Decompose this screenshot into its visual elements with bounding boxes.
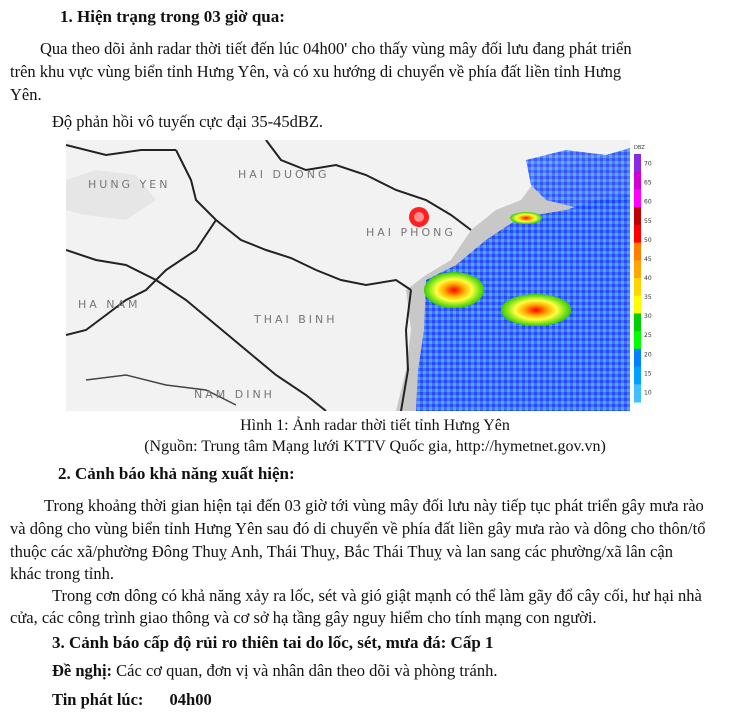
scale-color-segment: [634, 349, 641, 367]
scale-color-segment: [634, 189, 641, 207]
radar-station-center: [414, 212, 424, 222]
section3-heading: 3. Cảnh báo cấp độ rủi ro thiên tai do lốc, sét, mưa đá: Cấp 1: [52, 633, 494, 652]
section2-heading: 2. Cảnh báo khả năng xuất hiện:: [58, 464, 295, 483]
issued-label: Tin phát lúc:: [52, 690, 144, 709]
recommendation-label: Đề nghị:: [52, 661, 113, 680]
scale-tick-label: 35: [644, 294, 652, 302]
scale-tick-label: 40: [644, 275, 652, 282]
label-ha-nam: HA NAM: [78, 298, 141, 311]
scale-color-segment: [634, 207, 641, 225]
label-hai-phong: HAI PHONG: [366, 226, 456, 239]
figure-source: (Nguồn: Trung tâm Mạng lưới KTTV Quốc gia, http://hymetnet.gov.vn): [144, 438, 606, 455]
label-nam-dinh: NAM DINH: [194, 388, 275, 401]
scale-color-segment: [634, 296, 641, 314]
section1-heading: 1. Hiện trạng trong 03 giờ qua:: [60, 7, 285, 26]
scale-color-segment: [634, 172, 641, 190]
scale-tick-label: 65: [644, 179, 652, 187]
scale-color-segment: [634, 367, 641, 385]
scale-tick-label: 20: [644, 351, 652, 359]
figure-caption: Hình 1: Ảnh radar thời tiết tỉnh Hưng Yên: [240, 417, 510, 434]
scale-tick-label: 15: [644, 370, 652, 378]
section1-para2: Độ phản hồi vô tuyến cực đại 35-45dBZ.: [52, 112, 324, 131]
section1-para1-line1: Qua theo dõi ảnh radar thời tiết đến lúc 04h00' cho thấy vùng mây đối lưu đang phát triển: [40, 39, 632, 58]
scale-color-segment: [634, 331, 641, 349]
scale-tick-label: 30: [644, 313, 652, 321]
scale-tick-label: 25: [644, 332, 652, 340]
storm-cell-3: [510, 212, 542, 224]
scale-color-segment: [634, 243, 641, 261]
section2-para2-line2: cửa, các công trình giao thông và cơ sở hạ tầng gây nguy hiểm cho tính mạng con người.: [10, 608, 597, 627]
section2-para1-line2: và dông cho vùng biển tỉnh Hưng Yên sau đó di chuyển về phía đất liền gây mưa rào và dông cho thôn/tổ: [10, 519, 706, 538]
scale-tick-label: 10: [644, 389, 652, 397]
scale-unit: DBZ: [634, 145, 645, 151]
scale-color-segment: [634, 313, 641, 331]
section1-para1-line2: trên khu vực vùng biển tỉnh Hưng Yên, và có xu hướng di chuyển về phía đất liền tỉnh Hưng: [10, 62, 622, 81]
scale-tick-label: 70: [644, 160, 652, 168]
recommendation: [52, 660, 497, 682]
scale-color-segment: [634, 154, 641, 172]
storm-cell-1: [424, 272, 484, 308]
issued-time-row: [52, 689, 212, 711]
section2-para1-line1: Trong khoảng thời gian hiện tại đến 03 giờ tới vùng mây đối lưu này tiếp tục phát triển gây mưa rào: [44, 496, 704, 515]
recommendation-text: Các cơ quan, đơn vị và nhân dân theo dõi và phòng tránh.: [116, 661, 498, 680]
scale-tick-label: 45: [644, 255, 652, 263]
radar-map: [66, 140, 630, 411]
scale-tick-label: 60: [644, 198, 652, 206]
section2-para2-line1: Trong cơn dông có khả năng xảy ra lốc, sét và gió giật mạnh có thể làm gãy đổ cây cối, hư hại nhà: [52, 586, 702, 605]
dbz-color-scale: [630, 140, 658, 411]
scale-color-segment: [634, 225, 641, 243]
section2-para1-line4: khác trong tỉnh.: [10, 564, 115, 583]
label-hai-duong: HAI DUONG: [238, 168, 330, 181]
scale-color-segment: [634, 384, 641, 402]
issued-time: 04h00: [169, 690, 212, 709]
storm-cell-2: [501, 294, 571, 326]
label-hung-yen: HUNG YEN: [88, 178, 171, 191]
section2-para1-line3: thuộc các xã/phường Đông Thuỵ Anh, Thái Thuỵ, Bắc Thái Thuỵ và lan sang các phường/xã lân cận: [10, 542, 673, 561]
label-thai-binh: THAI BINH: [254, 313, 338, 326]
scale-tick-label: 55: [644, 217, 652, 225]
scale-tick-label: 50: [644, 236, 652, 244]
section1-para1-line3: Yên.: [10, 85, 42, 104]
scale-color-segment: [634, 278, 641, 296]
scale-color-segment: [634, 260, 641, 278]
